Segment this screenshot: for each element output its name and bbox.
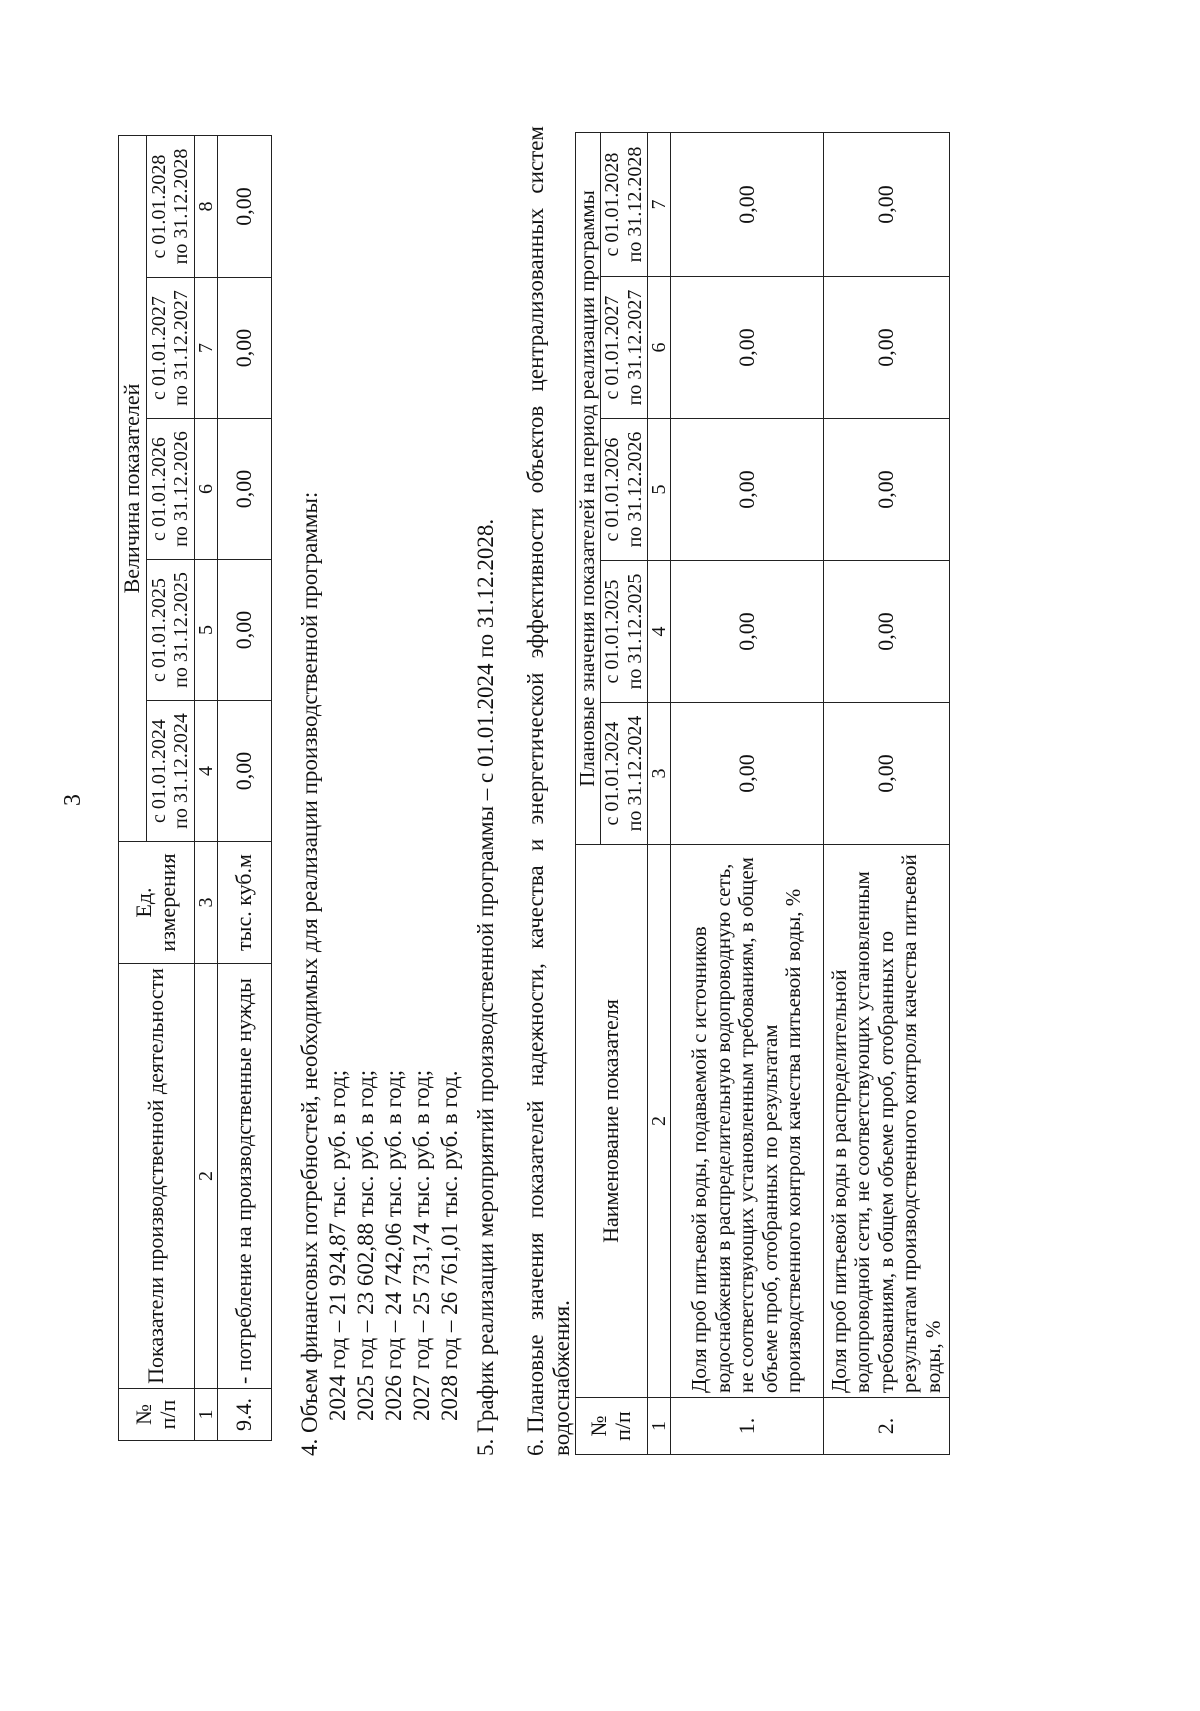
t1-col-number: 8 bbox=[194, 136, 217, 278]
section4-item: 2028 год – 26 761,01 тыс. руб. в год. bbox=[437, 1070, 462, 1421]
section4-item: 2027 год – 25 731,74 тыс. руб. в год; bbox=[409, 1069, 434, 1421]
table-planned-indicators bbox=[575, 132, 950, 1455]
t1-row-value: 0,00 bbox=[218, 560, 272, 701]
section4-item: 2025 год – 23 602,88 тыс. руб. в год; bbox=[353, 1069, 378, 1421]
t1-header-unit: Ед. измерения bbox=[119, 842, 195, 964]
t2-col-number: 7 bbox=[647, 133, 670, 277]
t2-period-header: с 01.01.2027 по 31.12.2027 bbox=[600, 277, 647, 419]
t2-header-num: № п/п bbox=[576, 1398, 648, 1455]
t2-col-number: 6 bbox=[647, 277, 670, 419]
table-production-indicators bbox=[118, 135, 272, 1441]
section6-word: и bbox=[523, 838, 548, 852]
page-number: 3 bbox=[60, 794, 86, 806]
t1-period-header: с 01.01.2026 по 31.12.2026 bbox=[146, 419, 194, 560]
t2-period-header: с 01.01.2024 по 31.12.2024 bbox=[600, 703, 647, 845]
section4-item: 2026 год – 24 742,06 тыс. руб. в год; bbox=[381, 1069, 406, 1421]
t2-period-header: с 01.01.2025 по 31.12.2025 bbox=[600, 561, 647, 703]
t2-row-value: 0,00 bbox=[670, 703, 823, 845]
t2-row-value: 0,00 bbox=[823, 703, 949, 845]
t1-row-value: 0,00 bbox=[218, 278, 272, 419]
t2-row-value: 0,00 bbox=[670, 561, 823, 703]
t1-row-value: 0,00 bbox=[218, 136, 272, 278]
t2-row-name: Доля проб питьевой воды в распределительной водопроводной сети, не соответствующих установленным требованиям, в общем объеме проб, отобранных по результатам производственного контроля качества питьевой воды, % bbox=[823, 845, 949, 1398]
t2-row-value: 0,00 bbox=[823, 561, 949, 703]
t1-header-num: № п/п bbox=[119, 1389, 195, 1441]
t1-row-unit: тыс. куб.м bbox=[218, 842, 272, 964]
section4-item: 2024 год – 21 924,87 тыс. руб. в год; bbox=[325, 1069, 350, 1421]
section6-word: 6. Плановые bbox=[523, 1334, 548, 1456]
t1-row-value: 0,00 bbox=[218, 419, 272, 560]
t1-col-number: 4 bbox=[194, 701, 217, 842]
t1-period-header: с 01.01.2027 по 31.12.2027 bbox=[146, 278, 194, 419]
t1-row-value: 0,00 bbox=[218, 701, 272, 842]
t1-period-header: с 01.01.2028 по 31.12.2028 bbox=[146, 136, 194, 278]
t2-header-group: Плановые значения показателей на период реализации программы bbox=[576, 133, 601, 845]
t2-row-num: 2. bbox=[823, 1398, 949, 1455]
t1-col-number: 1 bbox=[194, 1389, 217, 1441]
t2-col-number: 3 bbox=[647, 703, 670, 845]
t2-col-number: 4 bbox=[647, 561, 670, 703]
section4-heading: 4. Объем финансовых потребностей, необходимых для реализации производственной программы: bbox=[297, 491, 322, 1456]
t2-row-value: 0,00 bbox=[670, 419, 823, 561]
section6-word: эффективности bbox=[523, 507, 548, 659]
t1-col-number: 5 bbox=[194, 560, 217, 701]
t2-row-value: 0,00 bbox=[823, 133, 949, 277]
table-row bbox=[823, 133, 949, 1455]
section6-word: надежности, bbox=[523, 963, 548, 1087]
section6-word: систем bbox=[523, 126, 548, 194]
t1-row-name: - потребление на производственные нужды bbox=[218, 964, 272, 1389]
t2-row-value: 0,00 bbox=[670, 133, 823, 277]
t1-col-number: 7 bbox=[194, 278, 217, 419]
t2-col-number: 5 bbox=[647, 419, 670, 561]
section6-word: энергетической bbox=[523, 672, 548, 825]
section6-heading-line1 bbox=[522, 126, 550, 1456]
t1-period-header: с 01.01.2025 по 31.12.2025 bbox=[146, 560, 194, 701]
t2-row-name: Доля проб питьевой воды, подаваемой с источников водоснабжения в распределительную водопроводную сеть, не соответствующих установленным требованиям, в общем объеме проб, отобранных по результатам производственного контроля качества питьевой воды, % bbox=[670, 845, 823, 1398]
t2-header-name: Наименование показателя bbox=[576, 845, 648, 1398]
t2-row-value: 0,00 bbox=[823, 277, 949, 419]
section6-word: качества bbox=[523, 865, 548, 949]
t1-header-indicator: Показатели производственной деятельности bbox=[119, 964, 195, 1389]
table-row bbox=[670, 133, 823, 1455]
table-row bbox=[218, 136, 272, 1441]
section5-text: 5. График реализации мероприятий производственной программы – с 01.01.2024 по 31.12.2028. bbox=[473, 518, 498, 1456]
t2-row-value: 0,00 bbox=[823, 419, 949, 561]
t1-col-number: 2 bbox=[194, 964, 217, 1389]
t2-col-number: 1 bbox=[647, 1398, 670, 1455]
t1-col-number: 3 bbox=[194, 842, 217, 964]
t1-col-number: 6 bbox=[194, 419, 217, 560]
t2-period-header: с 01.01.2028 по 31.12.2028 bbox=[600, 133, 647, 277]
t2-col-number: 2 bbox=[647, 845, 670, 1398]
t1-header-group: Величина показателей bbox=[119, 136, 147, 842]
section6-word: объектов bbox=[523, 405, 548, 494]
section6-word: централизованных bbox=[523, 207, 548, 392]
t1-period-header: с 01.01.2024 по 31.12.2024 bbox=[146, 701, 194, 842]
t2-row-num: 1. bbox=[670, 1398, 823, 1455]
section6-word: показателей bbox=[523, 1100, 548, 1219]
t1-row-num: 9.4. bbox=[218, 1389, 272, 1441]
section6-heading-line2: водоснабжения. bbox=[549, 1300, 574, 1456]
t2-period-header: с 01.01.2026 по 31.12.2026 bbox=[600, 419, 647, 561]
t2-row-value: 0,00 bbox=[670, 277, 823, 419]
section6-word: значения bbox=[523, 1232, 548, 1321]
